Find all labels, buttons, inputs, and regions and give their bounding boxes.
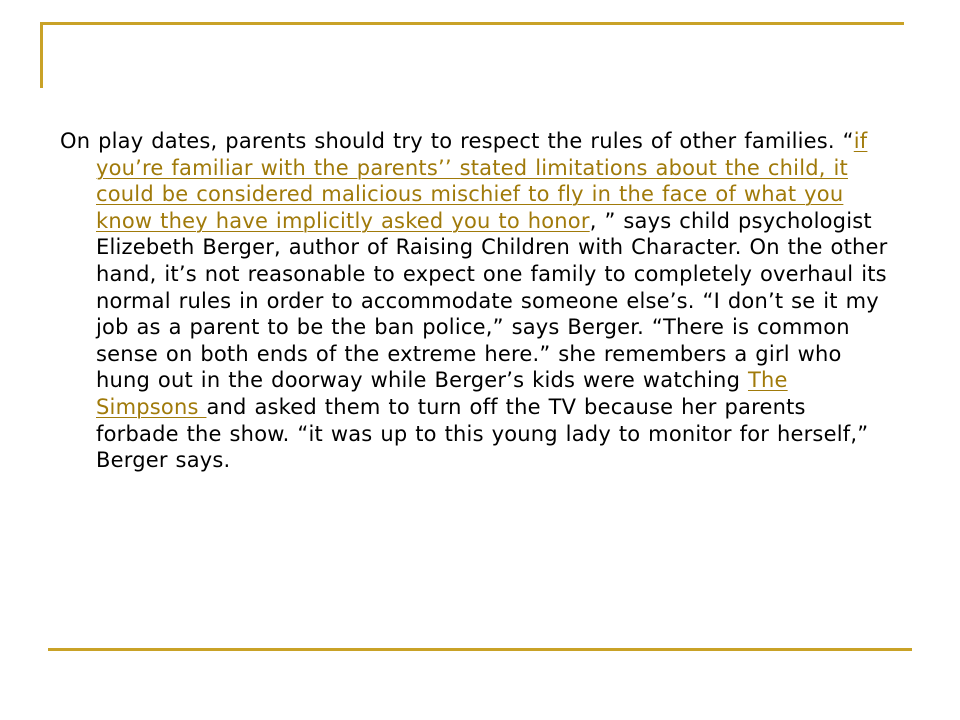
left-accent-rule xyxy=(40,22,43,88)
body-text-intro: On play dates, parents should try to respect the rules of other families. “ xyxy=(60,129,854,153)
simpsons-link[interactable]: The Simpsons xyxy=(96,368,788,419)
slide-body-text xyxy=(60,128,896,474)
berger-quote-link[interactable]: if you’re familiar with the parents’’ stated limitations about the child, it could be considered malicious mischief to fly in the face of what you know they have implicitly asked you to honor xyxy=(96,129,868,233)
top-divider-rule xyxy=(40,22,904,25)
body-text-ending: and asked them to turn off the TV because her parents forbade the show. “it was up to this young lady to monitor for herself,” Berger says. xyxy=(96,394,869,473)
bottom-divider-rule xyxy=(48,648,912,651)
body-text-middle: , ” says child psychologist Elizebeth Berger, author of Raising Children with Character. On the other hand, it’s not reasonable to expect one family to completely overhaul its normal rules in order to accommodate someone else’s. “I don’t se it my job as a parent to be the ban police,” says Berger. “There is common sense on both ends of the extreme here.” she remembers a girl who hung out in the doorway while Berger’s kids were watching xyxy=(96,208,888,393)
